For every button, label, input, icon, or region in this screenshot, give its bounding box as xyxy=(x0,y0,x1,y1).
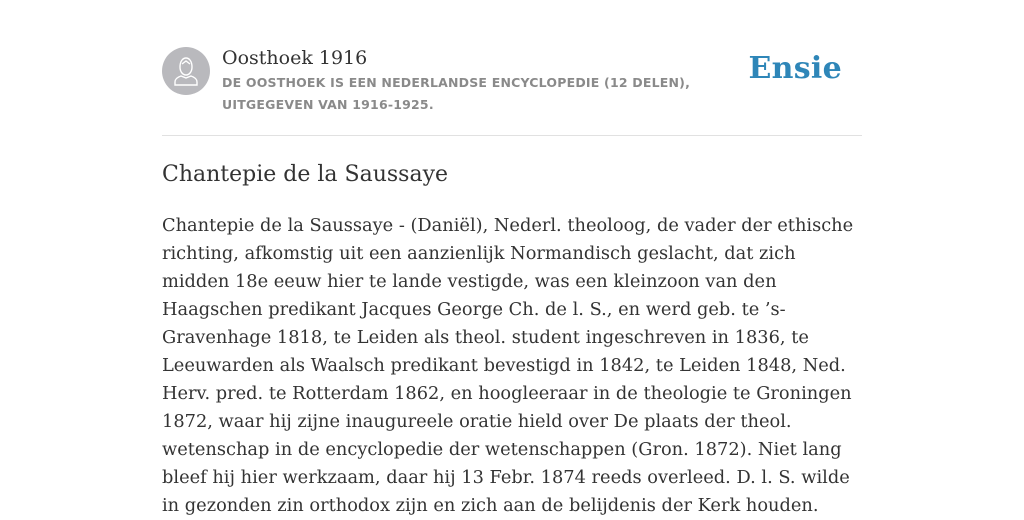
source-header xyxy=(162,47,862,117)
header-divider xyxy=(162,135,862,136)
article-body: Chantepie de la Saussaye - (Daniël), Nederl. theoloog, de vader der ethische richting, afkomstig uit een aanzienlijk Normandisch geslacht, dat zich midden 18e eeuw hier te lande vestigde, was een kleinzoon van den Haagschen predikant Jacques George Ch. de l. S., en werd geb. te ’s-Gravenhage 1818, te Leiden als theol. student ingeschreven in 1836, te Leeuwarden als Waalsch predikant bevestigd in 1842, te Leiden 1848, Ned. Herv. pred. te Rotterdam 1862, en hoogleeraar in de theologie te Groningen 1872, waar hij zijne inaugureele oratie hield over De plaats der theol. wetenschap in de encyclopedie der wetenschappen (Gron. 1872). Niet lang bleef hij hier werkzaam, daar hij 13 Febr. 1874 reeds overleed. D. l. S. wilde in gezonden zin orthodox zijn en zich aan de belijdenis der Kerk houden. xyxy=(162,215,854,516)
ensie-logo[interactable]: Ensie xyxy=(748,51,842,86)
source-name[interactable]: Oosthoek 1916 xyxy=(222,47,368,69)
source-description: DE OOSTHOEK IS EEN NEDERLANDSE ENCYCLOPEDIE (12 DELEN), UITGEGEVEN VAN 1916-1925. xyxy=(222,75,691,112)
article-title: Chantepie de la Saussaye xyxy=(162,162,449,187)
user-avatar-icon[interactable] xyxy=(162,47,210,95)
